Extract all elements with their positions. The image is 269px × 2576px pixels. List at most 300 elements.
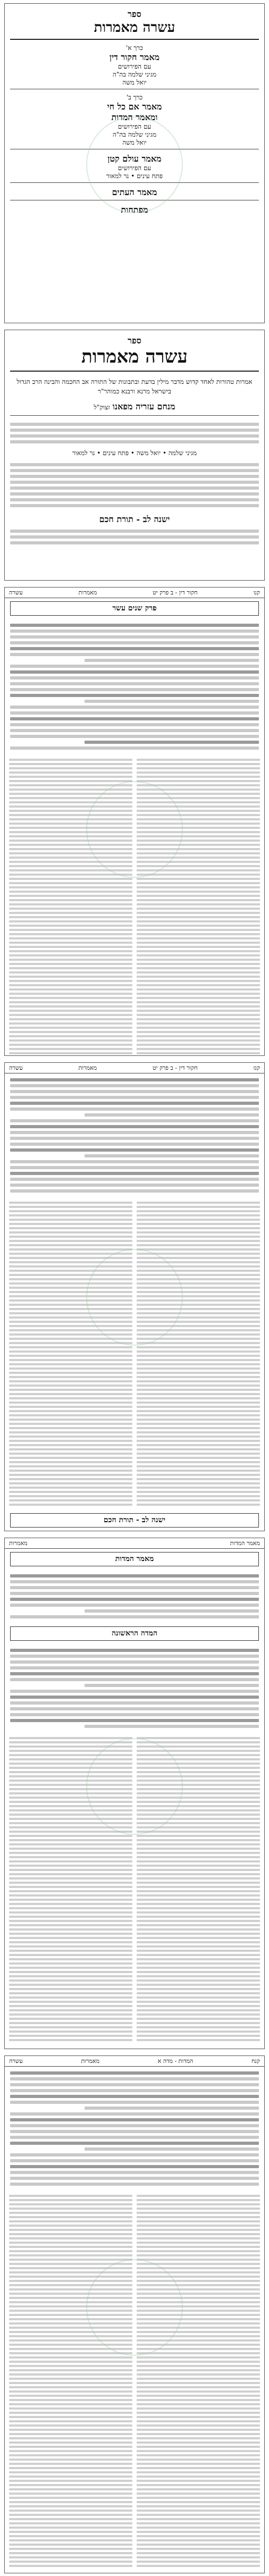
text-line <box>137 1346 260 1348</box>
text-line <box>9 2220 132 2222</box>
text-line <box>9 2527 132 2529</box>
text-line <box>9 1754 132 1756</box>
text-line <box>10 1615 259 1618</box>
text-line <box>9 767 132 769</box>
text-line <box>9 776 132 778</box>
text-line <box>137 776 260 778</box>
text-line <box>85 2107 259 2110</box>
chapter-heading: פרק שנים עשר <box>10 601 259 616</box>
text-line <box>137 1367 260 1370</box>
text-line <box>9 1346 132 1348</box>
text-line <box>9 1223 132 1225</box>
text-line <box>137 1504 260 1506</box>
text-line <box>137 1754 260 1756</box>
text-line <box>137 891 260 893</box>
text-line <box>9 993 132 995</box>
text-line <box>9 2480 132 2482</box>
text-line <box>9 2208 132 2210</box>
title-author-suffix: זצוק"ל <box>94 404 110 411</box>
text-line <box>137 1257 260 1259</box>
text-line <box>9 1920 132 1922</box>
text-line <box>9 1231 132 1234</box>
text-line <box>137 823 260 825</box>
text-line <box>9 988 132 991</box>
text-line <box>9 1014 132 1016</box>
text-line <box>9 1325 132 1327</box>
text-line <box>9 1291 132 1293</box>
text-line <box>9 1924 132 1926</box>
text-line <box>9 2522 132 2524</box>
text-line <box>9 1001 132 1003</box>
text-line <box>9 2297 132 2299</box>
text-line <box>137 886 260 888</box>
text-line <box>9 2318 132 2320</box>
running-head: קנח המדות - מדה א מאמרות עשרה <box>5 2056 264 2067</box>
text-line <box>10 706 259 709</box>
text-line <box>9 2212 132 2214</box>
text-line <box>9 1852 132 1854</box>
text-line <box>137 1826 260 1828</box>
text-line <box>9 771 132 774</box>
toc-book-label: ספר <box>128 9 141 19</box>
text-line <box>9 1869 132 1871</box>
text-line <box>9 2399 132 2401</box>
text-line <box>137 1419 260 1421</box>
text-line <box>137 1044 260 1046</box>
text-line <box>9 1219 132 1221</box>
text-line <box>137 831 260 833</box>
text-line <box>9 2009 132 2011</box>
text-line <box>9 2369 132 2371</box>
text-line <box>137 1839 260 1841</box>
text-line <box>9 1482 132 1484</box>
text-line <box>10 2136 259 2139</box>
text-line <box>137 2556 260 2558</box>
name-1: מגיני שלמה <box>168 449 197 457</box>
text-line <box>9 886 132 888</box>
text-line <box>137 1873 260 1875</box>
running-head: קנו חקור דין - ב פרק יט מאמרות עשרה <box>5 588 264 598</box>
text-line <box>9 1928 132 1931</box>
text-line <box>137 1495 260 1497</box>
text-line <box>9 1763 132 1765</box>
text-line <box>137 2348 260 2350</box>
text-line <box>137 2035 260 2037</box>
text-line <box>137 1758 260 1760</box>
text-line <box>9 2339 132 2342</box>
text-line <box>9 2441 132 2444</box>
text-line <box>9 2361 132 2363</box>
text-line <box>137 1039 260 1042</box>
text-line <box>9 861 132 863</box>
text-line <box>9 1350 132 1353</box>
text-line <box>137 1988 260 1990</box>
text-line <box>9 1814 132 1816</box>
text-line <box>9 1274 132 1276</box>
text-line <box>137 2009 260 2011</box>
text-line <box>137 2505 260 2507</box>
text-line <box>137 1482 260 1484</box>
text-line <box>137 1236 260 1238</box>
text-line <box>9 1491 132 1493</box>
text-line <box>137 903 260 905</box>
chapter-heading: המדה הראשונה <box>10 1626 259 1641</box>
text-line <box>137 971 260 974</box>
text-line <box>9 1831 132 1833</box>
text-line <box>9 1907 132 1909</box>
text-line <box>9 920 132 922</box>
text-line <box>137 1278 260 1280</box>
text-line <box>137 1894 260 1897</box>
text-line <box>137 2476 260 2478</box>
text-line <box>137 1389 260 1391</box>
text-line <box>10 1084 259 1087</box>
name-3: פתח עינים <box>103 449 129 457</box>
text-line <box>9 1848 132 1850</box>
text-line <box>137 861 260 863</box>
text-line <box>137 976 260 978</box>
commentary-column <box>9 1199 132 1508</box>
text-line <box>137 2497 260 2499</box>
text-line <box>10 2118 259 2121</box>
text-line <box>10 2165 259 2168</box>
text-line <box>9 2254 132 2256</box>
text-line <box>137 2395 260 2397</box>
text-line <box>9 759 132 761</box>
text-line <box>9 1010 132 1012</box>
text-line <box>137 899 260 901</box>
text-line <box>9 908 132 910</box>
text-line <box>137 1253 260 1255</box>
text-line <box>137 1282 260 1285</box>
text-line <box>9 2322 132 2325</box>
text-line <box>137 2446 260 2448</box>
text-line <box>137 929 260 931</box>
text-line <box>9 1005 132 1008</box>
text-line <box>137 1975 260 1977</box>
toc-title-3: מאמר עולם קטן <box>107 154 162 164</box>
text-line <box>137 763 260 765</box>
text-line <box>9 1316 132 1319</box>
text-line <box>9 1022 132 1025</box>
text-line <box>137 2225 260 2227</box>
text-line <box>85 700 259 703</box>
text-line <box>9 2250 132 2252</box>
text-line <box>137 1440 260 1442</box>
text-line <box>9 1890 132 1892</box>
text-line <box>137 2416 260 2418</box>
text-line <box>10 2101 259 2104</box>
text-line <box>9 1780 132 1782</box>
text-line <box>9 2022 132 2024</box>
text-line <box>137 1924 260 1926</box>
text-line <box>9 1950 132 1952</box>
text-line <box>137 1202 260 1204</box>
text-line <box>137 1805 260 1807</box>
text-line <box>9 835 132 837</box>
text-line <box>137 1967 260 1969</box>
text-line <box>9 891 132 893</box>
text-line <box>9 1333 132 1336</box>
text-line <box>137 1333 260 1336</box>
text-line <box>9 1801 132 1803</box>
text-line <box>137 1402 260 1404</box>
text-line <box>137 1005 260 1008</box>
text-line <box>9 882 132 884</box>
text-line <box>137 865 260 867</box>
text-line <box>137 2420 260 2422</box>
text-line <box>9 814 132 816</box>
text-line <box>9 1419 132 1421</box>
commentary-column <box>9 2193 132 2569</box>
text-line <box>137 2429 260 2431</box>
toc-sub-3b: פתח עינים • נר למאור <box>106 172 163 180</box>
text-line <box>9 2263 132 2265</box>
text-line <box>9 1299 132 1302</box>
toc-title-2: מאמר אם כל חי <box>107 102 162 112</box>
text-line <box>137 1886 260 1888</box>
text-line <box>9 1941 132 1943</box>
text-line <box>9 1937 132 1939</box>
text-line <box>137 2322 260 2325</box>
text-line <box>137 2390 260 2393</box>
text-line <box>10 682 259 685</box>
text-line <box>9 1457 132 1459</box>
text-line <box>9 2005 132 2007</box>
text-line <box>9 1865 132 1867</box>
text-line <box>9 1758 132 1760</box>
text-line <box>137 1436 260 1438</box>
text-line <box>137 2480 260 2482</box>
text-line <box>10 653 259 656</box>
text-line <box>9 1312 132 1314</box>
text-line <box>9 933 132 935</box>
text-line <box>137 2552 260 2554</box>
text-line <box>137 1788 260 1790</box>
toc-sub-1a: עם הפירושים <box>117 63 152 70</box>
text-line <box>137 2361 260 2363</box>
text-line <box>137 2301 260 2303</box>
text-line <box>137 2378 260 2380</box>
text-line <box>137 2344 260 2346</box>
text-line <box>9 1474 132 1476</box>
text-line <box>137 1474 260 1476</box>
text-line <box>9 1253 132 1255</box>
text-line <box>10 2077 259 2080</box>
text-line <box>137 2424 260 2427</box>
text-line <box>9 1027 132 1029</box>
text-line <box>137 1869 260 1871</box>
text-line <box>137 1431 260 1433</box>
text-line <box>137 1261 260 1263</box>
text-line <box>137 1920 260 1922</box>
text-line <box>9 1971 132 1973</box>
text-line <box>137 2229 260 2231</box>
text-line <box>9 2510 132 2512</box>
commentary-column <box>9 1735 132 2043</box>
text-line <box>10 1678 259 1681</box>
text-line <box>137 1295 260 1297</box>
text-line <box>9 1440 132 1442</box>
text-line <box>137 2288 260 2290</box>
text-page-2 <box>4 1062 265 1531</box>
text-line <box>9 2429 132 2431</box>
text-line <box>9 2356 132 2359</box>
text-line <box>9 1414 132 1416</box>
text-line <box>137 1321 260 1323</box>
text-line <box>137 2237 260 2239</box>
text-line <box>137 963 260 965</box>
text-line <box>137 2565 260 2567</box>
text-line <box>9 1826 132 1828</box>
toc-title-2b: ומאמר המדות <box>111 112 158 122</box>
text-line <box>137 933 260 935</box>
text-line <box>137 2314 260 2316</box>
text-line <box>9 2305 132 2308</box>
text-line <box>137 797 260 799</box>
text-line <box>137 1843 260 1845</box>
text-line <box>9 1295 132 1297</box>
text-line <box>10 1078 259 1081</box>
text-line <box>137 1809 260 1811</box>
text-line <box>9 1958 132 1960</box>
title-intro: אמרות טהורות לאחד קדוש מדבר מילין בדעת ובתבונות של התורה אב החכמה והבינה הרב הגדול בישראל מרנא ורבנא כמוהר"ר <box>16 378 253 395</box>
text-line <box>137 1979 260 1982</box>
text-line <box>9 2535 132 2537</box>
divider <box>10 371 259 372</box>
text-line <box>137 1312 260 1314</box>
text-line <box>137 2039 260 2041</box>
text-line <box>137 993 260 995</box>
text-line <box>137 810 260 812</box>
text-line <box>9 2424 132 2427</box>
text-line <box>137 2356 260 2359</box>
text-line <box>137 1461 260 1463</box>
text-line <box>9 1287 132 1289</box>
text-line <box>9 2195 132 2197</box>
toc-book-title: עשרה מאמרות <box>94 20 175 36</box>
text-line <box>137 1746 260 1748</box>
text-line <box>9 2518 132 2520</box>
text-line <box>137 2310 260 2312</box>
text-line <box>9 1265 132 1268</box>
text-line <box>137 2539 260 2541</box>
text-line <box>137 2271 260 2273</box>
divider <box>10 415 259 416</box>
text-line <box>9 1431 132 1433</box>
toc-sub-2b: מגיני שלמה בה"ה <box>112 131 157 138</box>
title-author: מנחם עזריה מפאנו <box>112 401 175 412</box>
text-line <box>137 2561 260 2563</box>
text-line <box>9 1487 132 1489</box>
text-line <box>10 2183 259 2186</box>
text-line <box>137 950 260 952</box>
text-line <box>9 903 132 905</box>
text-line <box>9 1737 132 1739</box>
text-line <box>10 1096 259 1099</box>
text-line <box>9 848 132 850</box>
text-line <box>9 2386 132 2388</box>
text-line <box>10 1178 259 1181</box>
text-line <box>9 2501 132 2503</box>
text-line <box>9 2382 132 2384</box>
text-line <box>9 2242 132 2244</box>
text-line <box>137 857 260 859</box>
text-line <box>9 1261 132 1263</box>
text-line <box>137 1877 260 1879</box>
text-line <box>137 1210 260 1212</box>
text-line <box>9 2476 132 2478</box>
text-line <box>137 1737 260 1739</box>
text-line <box>137 844 260 846</box>
text-line <box>137 1992 260 1994</box>
text-line <box>9 1048 132 1050</box>
text-line <box>137 1962 260 1965</box>
text-line <box>10 1160 259 1163</box>
text-line <box>137 1852 260 1854</box>
toc-sub-1b: מגיני שלמה בה"ה <box>112 71 157 78</box>
text-line <box>10 1189 259 1193</box>
text-line <box>137 1027 260 1029</box>
text-line <box>10 688 259 691</box>
text-line <box>10 1713 259 1716</box>
text-line <box>9 1044 132 1046</box>
text-line <box>9 971 132 974</box>
text-line <box>137 1376 260 1378</box>
text-line <box>137 942 260 944</box>
text-line <box>10 1107 259 1111</box>
text-line <box>9 1992 132 1994</box>
text-line <box>137 2535 260 2537</box>
text-line <box>9 805 132 808</box>
text-line <box>137 1797 260 1799</box>
text-line <box>9 2030 132 2033</box>
text-line <box>137 1457 260 1459</box>
text-line <box>137 2254 260 2256</box>
commentary-column <box>137 757 260 1056</box>
text-line <box>85 1609 259 1613</box>
text-line <box>85 1113 259 1117</box>
text-line <box>9 793 132 795</box>
text-line <box>9 1746 132 1748</box>
text-line <box>137 2484 260 2486</box>
text-line <box>137 916 260 918</box>
text-line <box>137 2386 260 2388</box>
text-line <box>10 2124 259 2127</box>
text-line <box>137 2305 260 2308</box>
text-line <box>9 2407 132 2410</box>
text-line <box>137 2246 260 2248</box>
text-line <box>137 759 260 761</box>
text-line <box>137 1763 260 1765</box>
text-line <box>137 814 260 816</box>
text-line <box>137 2318 260 2320</box>
text-line <box>9 2556 132 2558</box>
text-line <box>137 2263 260 2265</box>
text-line <box>9 2471 132 2473</box>
text-line <box>9 1397 132 1399</box>
text-line <box>9 937 132 939</box>
text-line <box>137 784 260 786</box>
text-line <box>10 2153 259 2157</box>
text-line <box>9 2039 132 2041</box>
text-line <box>9 1389 132 1391</box>
text-line <box>9 2203 132 2205</box>
text-line <box>137 1903 260 1905</box>
text-line <box>85 659 259 662</box>
text-line <box>9 1363 132 1365</box>
text-line <box>9 1227 132 1229</box>
